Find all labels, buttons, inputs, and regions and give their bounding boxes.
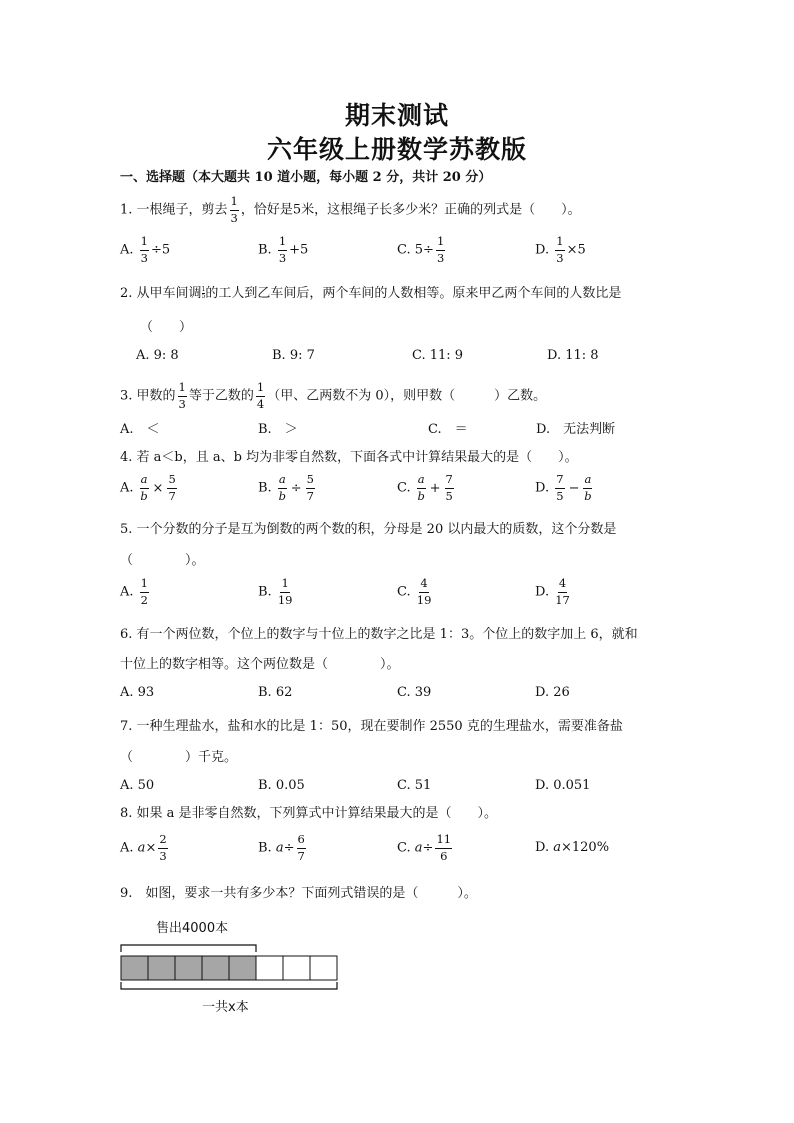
top-bracket [121, 945, 256, 952]
q1-fraction: $\frac{1}{3}$ [230, 194, 238, 225]
q5-blank: （ ）。 [120, 553, 205, 568]
bar-cell-remaining [283, 956, 310, 980]
q7-option-c[interactable]: C. 51 [397, 778, 432, 793]
section-heading: 一、选择题（本大题共 10 道小题，每小题 2 分，共计 20 分） [120, 170, 492, 185]
bar-cell-remaining [310, 956, 337, 980]
q6-option-c[interactable]: C. 39 [397, 685, 432, 700]
page-subtitle: 六年级上册数学苏教版 [266, 135, 527, 164]
q1-text-pre: 1. 一根绳子，剪去 [120, 202, 228, 218]
q6-option-a[interactable]: A. 93 [120, 685, 155, 700]
question-6-line-2: 十位上的数字相等。这个两位数是（ ）。 [120, 657, 400, 672]
q4-option-b[interactable]: B. $\frac{a}{b}$ ÷ $\frac{5}{7}$ [258, 472, 314, 503]
question-8: 8. 如果 a 是非零自然数，下列算式中计算结果最大的是（ ）。 [120, 806, 498, 821]
question-3: 3. 甲数的 $\frac{1}{3}$ 等于乙数的 $\frac{1}{4}$ （甲、乙两数不为 0），则甲数（ ）乙数。 [120, 380, 547, 411]
question-7-line-1: 7. 一种生理盐水，盐和水的比是 1：50，现在要制作 2550 克的生理盐水，需要准备盐 [120, 719, 623, 734]
question-5: 5. 一个分数的分子是互为倒数的两个数的积，分母是 20 以内最大的质数，这个分数是 [120, 522, 617, 537]
q8-option-a[interactable]: A. a× $\frac{2}{3}$ [120, 832, 167, 863]
q1-option-c[interactable]: C. 5÷ $\frac{1}{3}$ [397, 234, 445, 265]
q1-text-post: ，恰好是5米，这根绳子长多少米？正确的列式是（ ）。 [240, 202, 581, 218]
question-2: 2. 从甲车间调 $\frac{1}{5}$ 的工人到乙车间后，两个车间的人数相等。原来甲乙两个车间的人数比是 [120, 286, 622, 301]
q3-option-a[interactable]: A. ＜ [120, 422, 160, 437]
sold-label: 售出4000本 [156, 921, 229, 936]
bar-cells [121, 956, 337, 980]
q6-option-d[interactable]: D. 26 [535, 685, 570, 700]
q5-option-d[interactable]: D. $\frac{4}{17}$ [535, 576, 570, 607]
question-1 [120, 196, 581, 224]
q2-option-d[interactable]: D. 11: 8 [547, 348, 599, 363]
bar-cell-sold [202, 956, 229, 980]
q1-option-b[interactable]: B. $\frac{1}{3}$ +5 [258, 234, 309, 265]
q1-option-d[interactable]: D. $\frac{1}{3}$ ×5 [535, 234, 586, 265]
bar-cell-remaining [256, 956, 283, 980]
q1-option-a[interactable]: A. $\frac{1}{3}$ ÷5 [120, 234, 171, 265]
q4-option-a[interactable]: A. $\frac{a}{b}$ × $\frac{5}{7}$ [120, 472, 176, 503]
q2-blank: （ ） [140, 320, 193, 335]
question-9: 9. 如图，要求一共有多少本？下面列式错误的是（ ）。 [120, 886, 477, 901]
q2-option-b[interactable]: B. 9: 7 [272, 348, 315, 363]
q2-option-a[interactable]: A. 9: 8 [136, 348, 179, 363]
bar-cell-sold [175, 956, 202, 980]
bar-cell-sold [229, 956, 256, 980]
q7-option-d[interactable]: D. 0.051 [535, 778, 591, 793]
q7-option-b[interactable]: B. 0.05 [258, 778, 305, 793]
q9-bar-diagram [110, 912, 350, 1022]
question-4: 4. 若 a＜b，且 a、b 均为非零自然数，下面各式中计算结果最大的是（ ）。 [120, 450, 578, 465]
q8-option-c[interactable]: C. a÷ $\frac{11}{6}$ [397, 832, 452, 863]
question-7-line-2: （ ）千克。 [120, 750, 238, 765]
bar-cell-sold [148, 956, 175, 980]
q3-option-b[interactable]: B. ＞ [258, 422, 298, 437]
q7-option-a[interactable]: A. 50 [120, 778, 155, 793]
q5-option-b[interactable]: B. $\frac{1}{19}$ [258, 576, 293, 607]
total-label: 一共x本 [202, 1000, 249, 1015]
q3-option-c[interactable]: C. ＝ [428, 422, 468, 437]
q5-option-c[interactable]: C. $\frac{4}{19}$ [397, 576, 432, 607]
q6-option-b[interactable]: B. 62 [258, 685, 293, 700]
bottom-bracket [121, 982, 337, 989]
q8-option-b[interactable]: B. a÷ $\frac{6}{7}$ [258, 832, 305, 863]
q3-option-d[interactable]: D. 无法判断 [536, 422, 616, 437]
q8-option-d[interactable]: D. a×120% [535, 840, 610, 855]
q2-mini-fraction: $\frac{1}{5}$ [201, 286, 206, 300]
page-title: 期末测试 [344, 101, 449, 130]
q4-option-c[interactable]: C. $\frac{a}{b}$ + $\frac{7}{5}$ [397, 472, 453, 503]
q4-option-d[interactable]: D. $\frac{7}{5}$ − $\frac{a}{b}$ [535, 472, 592, 503]
q2-option-c[interactable]: C. 11: 9 [412, 348, 464, 363]
bar-cell-sold [121, 956, 148, 980]
q5-option-a[interactable]: A. $\frac{1}{2}$ [120, 576, 148, 607]
question-6-line-1: 6. 有一个两位数，个位上的数字与十位上的数字之比是 1：3。个位上的数字加上 6，就和 [120, 627, 638, 642]
